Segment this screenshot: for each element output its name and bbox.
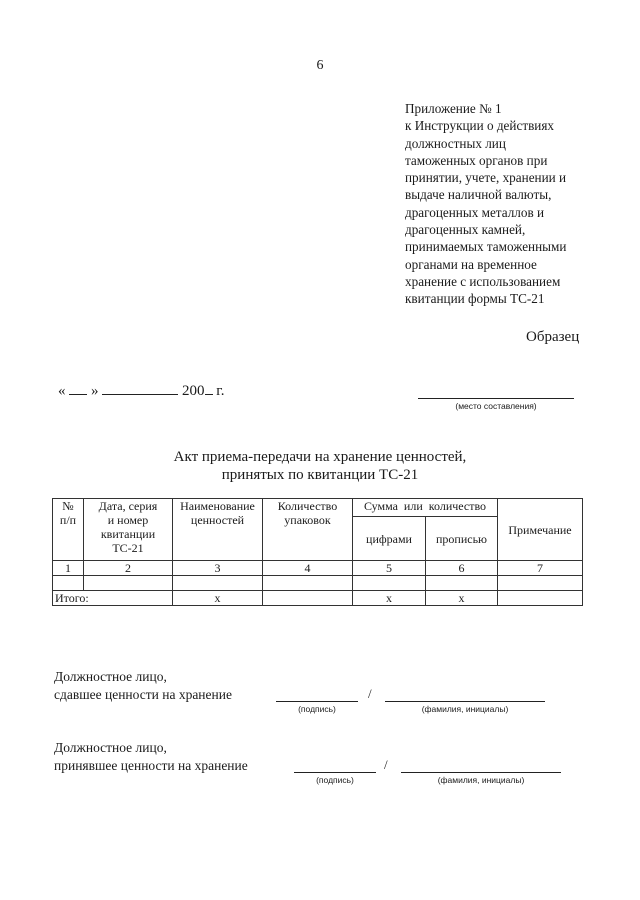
col-index: 6 bbox=[426, 561, 498, 576]
total-packages[interactable] bbox=[263, 591, 353, 606]
header-text: Дата, серия bbox=[98, 499, 158, 513]
table-cell[interactable] bbox=[263, 576, 353, 591]
total-valuables: х bbox=[173, 591, 263, 606]
header-text: ТС-21 bbox=[112, 541, 144, 555]
signature-caption: (подпись) bbox=[316, 775, 354, 785]
page-number: 6 bbox=[316, 58, 324, 73]
table-cell[interactable] bbox=[53, 576, 84, 591]
table-cell[interactable] bbox=[173, 576, 263, 591]
header-text: и номер bbox=[107, 513, 149, 527]
header-words: прописью bbox=[426, 517, 498, 561]
table-cell[interactable] bbox=[426, 576, 498, 591]
date-open-quote: « bbox=[58, 383, 66, 399]
header-date-series bbox=[84, 499, 173, 561]
table-cell[interactable] bbox=[498, 576, 583, 591]
header-packages-count bbox=[263, 499, 353, 561]
column-number-row bbox=[53, 561, 583, 576]
appendix-line: принятии, учете, хранении и bbox=[405, 170, 567, 186]
year-suffix: г. bbox=[216, 383, 225, 399]
name-caption: (фамилия, инициалы) bbox=[421, 704, 509, 714]
label-line: принявшее ценности на хранение bbox=[54, 758, 248, 773]
year-blank[interactable] bbox=[205, 380, 213, 395]
receiving-name-blank[interactable] bbox=[401, 772, 561, 773]
header-text: Наименование bbox=[180, 499, 255, 513]
date-field bbox=[58, 380, 224, 400]
col-index: 3 bbox=[173, 561, 263, 576]
total-note[interactable] bbox=[498, 591, 583, 606]
header-valuables-name bbox=[173, 499, 263, 561]
table-row bbox=[53, 576, 583, 591]
title-line-2: принятых по квитанции ТС-21 bbox=[221, 467, 419, 483]
col-index: 5 bbox=[353, 561, 426, 576]
surrendering-signature-blank[interactable] bbox=[276, 701, 358, 702]
appendix-line: драгоценных металлов и bbox=[405, 204, 545, 220]
table-cell[interactable] bbox=[353, 576, 426, 591]
header-text: п/п bbox=[59, 513, 77, 527]
act-table bbox=[52, 498, 583, 606]
appendix-reference bbox=[405, 100, 605, 308]
appendix-line: Приложение № 1 bbox=[405, 101, 502, 116]
name-caption: (фамилия, инициалы) bbox=[437, 775, 525, 785]
separator-slash: / bbox=[368, 686, 372, 701]
receiving-signature-blank[interactable] bbox=[294, 772, 376, 773]
month-blank[interactable] bbox=[102, 380, 178, 395]
year-prefix: 200 bbox=[182, 383, 205, 399]
surrendering-official-label bbox=[54, 668, 232, 704]
header-text: ценностей bbox=[190, 513, 245, 527]
place-caption: (место составления) bbox=[455, 401, 537, 411]
appendix-line: таможенных органов при bbox=[405, 152, 548, 168]
header-text: упаковок bbox=[284, 513, 331, 527]
appendix-line: к Инструкции о действиях bbox=[405, 118, 555, 134]
receiving-official-label bbox=[54, 739, 248, 775]
total-label: Итого: bbox=[53, 591, 173, 606]
date-close-quote: » bbox=[91, 383, 99, 399]
col-index: 1 bbox=[53, 561, 84, 576]
day-blank[interactable] bbox=[69, 380, 87, 395]
table-cell[interactable] bbox=[84, 576, 173, 591]
header-digits: цифрами bbox=[353, 517, 426, 561]
total-words: х bbox=[426, 591, 498, 606]
appendix-line: выдаче наличной валюты, bbox=[405, 187, 552, 203]
signature-caption: (подпись) bbox=[298, 704, 336, 714]
total-digits: х bbox=[353, 591, 426, 606]
header-number bbox=[53, 499, 84, 561]
label-line: Должностное лицо, bbox=[54, 740, 167, 755]
place-blank[interactable] bbox=[418, 398, 574, 399]
appendix-line: квитанции формы ТС-21 bbox=[405, 291, 545, 307]
separator-slash: / bbox=[384, 757, 388, 772]
appendix-line: драгоценных камней, bbox=[405, 222, 526, 238]
col-index: 2 bbox=[84, 561, 173, 576]
header-note: Примечание bbox=[498, 499, 583, 561]
label-line: сдавшее ценности на хранение bbox=[54, 687, 232, 702]
header-text: № bbox=[62, 499, 74, 513]
title-line-1: Акт приема-передачи на хранение ценностей, bbox=[173, 449, 467, 465]
appendix-line: хранение с использованием bbox=[405, 273, 561, 289]
sample-label: Образец bbox=[526, 329, 580, 345]
surrendering-name-blank[interactable] bbox=[385, 701, 545, 702]
document-title bbox=[0, 448, 640, 484]
appendix-line: органами на временное bbox=[405, 256, 537, 272]
total-row bbox=[53, 591, 583, 606]
header-text: квитанции bbox=[100, 527, 156, 541]
col-index: 4 bbox=[263, 561, 353, 576]
label-line: Должностное лицо, bbox=[54, 669, 167, 684]
appendix-line: принимаемых таможенными bbox=[405, 239, 567, 255]
appendix-line: должностных лиц bbox=[405, 135, 506, 151]
header-sum-group: Сумма или количество bbox=[353, 499, 498, 517]
header-text: Количество bbox=[277, 499, 338, 513]
col-index: 7 bbox=[498, 561, 583, 576]
